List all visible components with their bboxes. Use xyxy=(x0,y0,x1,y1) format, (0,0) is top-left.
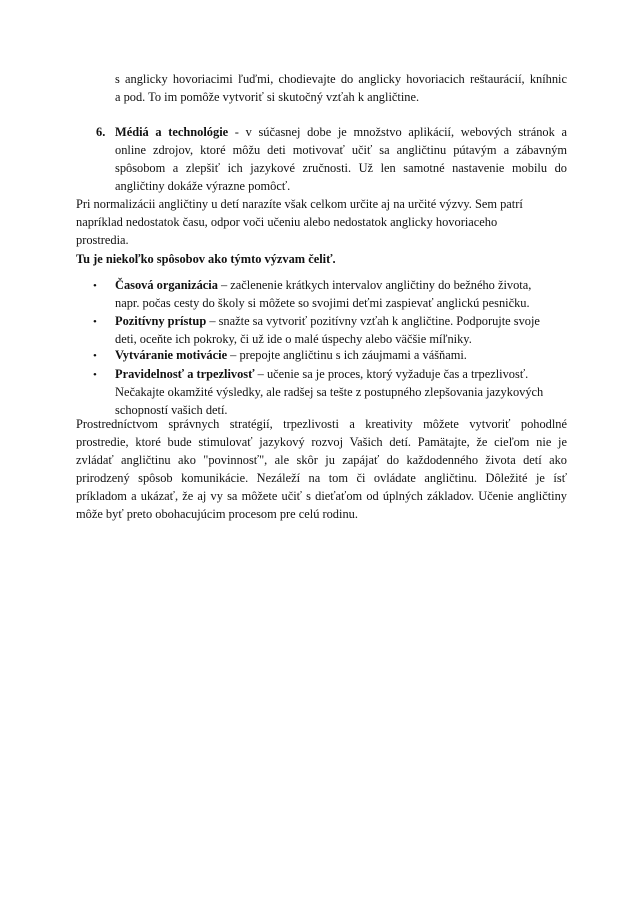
text-line: môže byť preto obohacujúcim procesom pre celú rodinu. xyxy=(76,507,358,521)
item-heading: Médiá a technológie xyxy=(115,125,229,139)
item-number: 6. xyxy=(96,125,106,139)
text-line: Prostredníctvom správnych stratégií, trpezlivosti a kreativity môžete vytvoriť pohodlné xyxy=(76,417,567,431)
bullet-icon: • xyxy=(93,350,97,362)
text-line xyxy=(115,312,567,330)
list-item-term: Pozitívny prístup xyxy=(115,314,207,328)
text-line: napr. počas cesty do školy si môžete so svojimi deťmi zaspievať anglickú pesničku. xyxy=(115,296,530,310)
text-line: prostredia. xyxy=(76,233,129,247)
text-line xyxy=(115,123,567,141)
text-line: schopností vašich detí. xyxy=(115,403,228,417)
section-heading: Tu je niekoľko spôsobov ako týmto výzvam čeliť. xyxy=(76,252,336,266)
item-text: – prepojte angličtinu s ich záujmami a vášňami. xyxy=(227,348,467,362)
list-item-body xyxy=(115,365,567,419)
list-item-body xyxy=(115,312,567,348)
list-item-body xyxy=(115,346,567,364)
conclusion-paragraph xyxy=(76,415,567,523)
text-line: Nečakajte okamžité výsledky, ale radšej sa tešte z postupného zlepšovania jazykových xyxy=(115,385,544,399)
text-line: príkladom a ukázať, že aj vy sa môžete učiť s dieťaťom od úplných základov. Učenie angličtiny xyxy=(76,489,567,503)
text-line xyxy=(115,346,567,364)
text-line: online zdrojov, ktoré môžu deti motivovať učiť sa angličtinu pútavým a zábavným xyxy=(115,143,567,157)
text-line: spôsobom a zlepšiť ich jazykové zručnosti. Už len samotné nastavenie mobilu do xyxy=(115,161,567,175)
bullet-icon: • xyxy=(93,280,97,292)
item-text: – začlenenie krátkych intervalov angličtiny do bežného života, xyxy=(217,278,532,292)
list-item-term: Časová organizácia xyxy=(115,278,218,292)
list-item-body xyxy=(115,276,567,312)
text-line xyxy=(115,276,567,294)
text-line: Pri normalizácii angličtiny u detí narazíte však celkom určite aj na určité výzvy. Sem patrí xyxy=(76,197,523,211)
list-item-term: Vytváranie motivácie xyxy=(115,348,228,362)
text-line: deti, oceňte ich pokroky, či už ide o malé úspechy alebo väčšie míľniky. xyxy=(115,332,472,346)
text-line: prirodzený spôsob komunikácie. Nezáleží na tom či ovládate angličtinu. Dôležité je ísť xyxy=(76,471,567,485)
text-line: s anglicky hovoriacimi ľuďmi, chodievajte do anglicky hovoriacich reštaurácií, kníhnic xyxy=(115,72,567,86)
text-line xyxy=(115,365,567,383)
challenges-paragraph xyxy=(76,195,567,249)
list-item-term: Pravidelnosť a trpezlivosť xyxy=(115,367,255,381)
item-6-body xyxy=(115,123,567,195)
text-line: prostredie, ktoré bude stimulovať jazykový rozvoj Vašich detí. Pamätajte, že cieľom nie je xyxy=(76,435,567,449)
text-line: a pod. To im pomôže vytvoriť si skutočný vzťah k angličtine. xyxy=(115,90,420,104)
item-text: – snažte sa vytvoriť pozitívny vzťah k angličtine. Podporujte svoje xyxy=(206,314,540,328)
text-line: angličtiny dokáže výrazne pomôcť. xyxy=(115,179,291,193)
bullet-icon: • xyxy=(93,316,97,328)
item-text: – učenie sa je proces, ktorý vyžaduje čas a trpezlivosť. xyxy=(254,367,529,381)
item-5-continuation xyxy=(115,70,567,106)
item-text: - v súčasnej dobe je množstvo aplikácií, webových stránok a xyxy=(228,125,567,139)
text-line: zvládať angličtinu ako "povinnosť", ale skôr ju zapájať do každodenného života detí ako xyxy=(76,453,567,467)
bullet-icon: • xyxy=(93,369,97,381)
text-line: napríklad nedostatok času, odpor voči učeniu alebo nedostatok anglicky hovoriaceho xyxy=(76,215,498,229)
